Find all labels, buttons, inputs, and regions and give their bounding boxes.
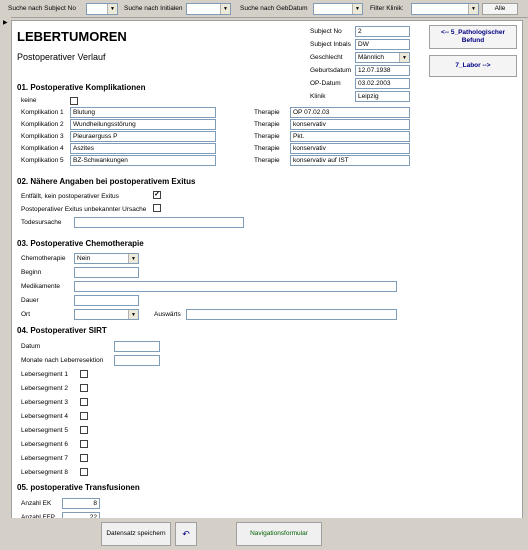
drugs-label: Medikamente — [21, 283, 61, 290]
cause-of-death-label: Todesursache — [21, 219, 62, 226]
chevron-down-icon: ▼ — [128, 254, 138, 264]
complication-field[interactable] — [70, 143, 216, 154]
duration-field[interactable] — [74, 295, 139, 306]
liver-segment-checkbox[interactable] — [80, 468, 88, 476]
section-sirt-title: 04. Postoperativer SIRT — [17, 326, 107, 335]
therapy-label: Therapie — [254, 145, 280, 152]
months-after-resection-label: Monate nach Leberresektion — [21, 357, 104, 364]
filter-toolbar — [0, 0, 528, 18]
sex-label: Geschlecht — [310, 54, 343, 61]
months-after-resection-field[interactable] — [114, 355, 160, 366]
all-button[interactable]: Alle — [482, 3, 518, 15]
undo-button[interactable] — [175, 522, 197, 546]
clinic-label: Klinik — [310, 93, 326, 100]
liver-segment-checkbox[interactable] — [80, 370, 88, 378]
navigation-form-button[interactable]: Navigationsformular — [236, 522, 322, 546]
page-subtitle: Postoperativer Verlauf — [17, 52, 106, 62]
clinic-field[interactable] — [355, 91, 410, 102]
search-birthdate-label: Suche nach GebDatum — [240, 5, 308, 12]
liver-segment-checkbox[interactable] — [80, 398, 88, 406]
unknown-cause-label: Postoperativer Exitus unbekannter Ursache — [21, 206, 147, 213]
complication-field[interactable] — [70, 119, 216, 130]
sex-select[interactable] — [355, 52, 410, 63]
next-labor-button[interactable]: 7_Labor --> — [429, 55, 517, 77]
chevron-down-icon: ▼ — [399, 53, 409, 63]
complication-label: Komplikation 5 — [21, 157, 64, 164]
search-birthdate-select[interactable] — [313, 3, 363, 15]
subject-initials-field[interactable] — [355, 39, 410, 50]
complication-field[interactable] — [70, 107, 216, 118]
begin-label: Beginn — [21, 269, 42, 276]
therapy-field[interactable] — [290, 143, 410, 154]
liver-segment-label: Lebersegment 5 — [21, 427, 68, 434]
complication-label: Komplikation 1 — [21, 109, 64, 116]
section-transfusions-title: 05. postoperative Transfusionen — [17, 483, 140, 492]
undo-icon: ↶ — [182, 529, 190, 539]
complication-field[interactable] — [70, 155, 216, 166]
sirt-date-label: Datum — [21, 343, 41, 350]
therapy-label: Therapie — [254, 109, 280, 116]
no-complications-label: keine — [21, 97, 37, 104]
liver-segment-label: Lebersegment 8 — [21, 469, 68, 476]
subject-initials-label: Subject Inbals — [310, 41, 351, 48]
liver-segment-checkbox[interactable] — [80, 454, 88, 462]
liver-segment-label: Lebersegment 7 — [21, 455, 68, 462]
duration-label: Dauer — [21, 297, 39, 304]
section-chemo-title: 03. Postoperative Chemotherapie — [17, 239, 144, 248]
therapy-field[interactable] — [290, 107, 410, 118]
therapy-label: Therapie — [254, 133, 280, 140]
place-select[interactable] — [74, 309, 139, 320]
filter-clinic-label: Filter Klinik: — [370, 5, 404, 12]
complication-label: Komplikation 4 — [21, 145, 64, 152]
chevron-down-icon: ▼ — [352, 4, 362, 14]
place-label: Ort — [21, 311, 31, 318]
subject-no-label: Subject No — [310, 28, 342, 35]
sirt-date-field[interactable] — [114, 341, 160, 352]
subject-no-field[interactable] — [355, 26, 410, 37]
sex-value: Männlich — [358, 54, 385, 61]
liver-segment-label: Lebersegment 1 — [21, 371, 68, 378]
external-label: Auswärts — [154, 311, 181, 318]
therapy-field[interactable] — [290, 119, 410, 130]
external-field[interactable] — [186, 309, 397, 320]
liver-segment-checkbox[interactable] — [80, 426, 88, 434]
therapy-field[interactable] — [290, 155, 410, 166]
liver-segment-label: Lebersegment 6 — [21, 441, 68, 448]
cause-of-death-field[interactable] — [74, 217, 244, 228]
footer-bar — [0, 518, 528, 550]
complication-label: Komplikation 2 — [21, 121, 64, 128]
liver-segment-checkbox[interactable] — [80, 384, 88, 392]
birthdate-field[interactable] — [355, 65, 410, 76]
search-subject-label: Suche nach Subject No — [8, 5, 76, 12]
no-exitus-checkbox[interactable]: ✓ — [154, 191, 160, 198]
liver-segment-label: Lebersegment 4 — [21, 413, 68, 420]
op-date-label: OP-Datum — [310, 80, 341, 87]
therapy-label: Therapie — [254, 157, 280, 164]
liver-segment-checkbox[interactable] — [80, 440, 88, 448]
liver-segment-label: Lebersegment 2 — [21, 385, 68, 392]
complication-label: Komplikation 3 — [21, 133, 64, 140]
chemo-select[interactable] — [74, 253, 139, 264]
search-initials-label: Suche nach Initialen — [124, 5, 183, 12]
chevron-down-icon: ▼ — [128, 310, 138, 320]
therapy-field[interactable] — [290, 131, 410, 142]
op-date-field[interactable] — [355, 78, 410, 89]
chemo-label: Chemotherapie — [21, 255, 66, 262]
liver-segment-checkbox[interactable] — [80, 412, 88, 420]
save-record-button[interactable]: Datensatz speichern — [101, 522, 171, 546]
ek-count-label: Anzahl EK — [21, 500, 52, 507]
chemo-value: Nein — [77, 255, 91, 262]
page-title: LEBERTUMOREN — [17, 29, 127, 44]
section-complications-title: 01. Postoperative Komplikationen — [17, 83, 146, 92]
section-exitus-title: 02. Nähere Angaben bei postoperativem Exitus — [17, 177, 196, 186]
chevron-down-icon: ▼ — [468, 4, 478, 14]
search-subject-select[interactable] — [86, 3, 118, 15]
main-form — [11, 20, 523, 525]
birthdate-label: Geburtsdatum — [310, 67, 352, 74]
filter-clinic-select[interactable] — [411, 3, 479, 15]
chevron-down-icon: ▼ — [220, 4, 230, 14]
record-selector[interactable] — [0, 17, 11, 518]
drugs-field[interactable] — [74, 281, 397, 292]
prev-pathology-button[interactable]: <-- 5_Pathologischer Befund — [429, 25, 517, 49]
no-exitus-label: Entfällt, kein postoperativer Exitus — [21, 193, 119, 200]
current-record-arrow-icon: ▶ — [3, 20, 8, 26]
no-complications-checkbox[interactable] — [70, 97, 78, 105]
begin-field[interactable] — [74, 267, 139, 278]
unknown-cause-checkbox[interactable] — [153, 204, 161, 212]
search-initials-select[interactable] — [186, 3, 231, 15]
liver-segment-label: Lebersegment 3 — [21, 399, 68, 406]
complication-field[interactable] — [70, 131, 216, 142]
chevron-down-icon: ▼ — [107, 4, 117, 14]
ek-count-field[interactable] — [62, 498, 100, 509]
therapy-label: Therapie — [254, 121, 280, 128]
